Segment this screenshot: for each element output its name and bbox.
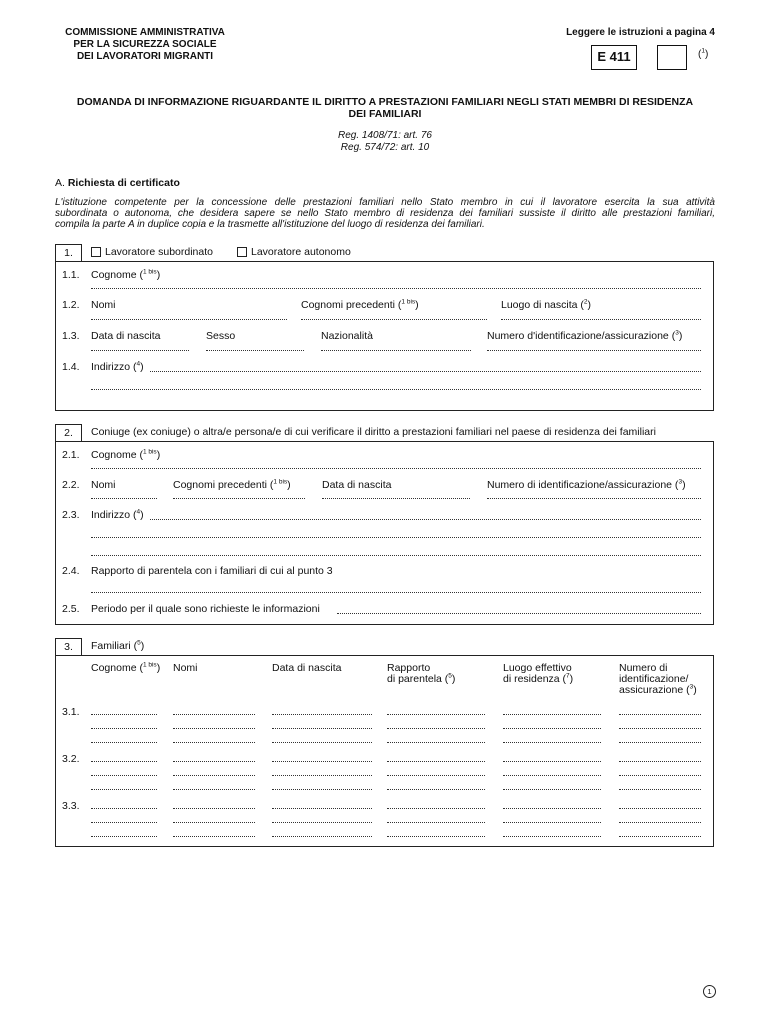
col-header-surname: Cognome ($^{1 bis}$) (91, 661, 161, 674)
section-a-title: Richiesta di certificato (67, 177, 180, 189)
family-id-number-field[interactable] (619, 789, 701, 790)
family-relationship-field[interactable] (387, 728, 485, 729)
family-relationship-field[interactable] (387, 822, 485, 823)
family-residence-field[interactable] (503, 761, 601, 762)
col-header-birthdate: Data di nascita (272, 662, 342, 674)
family-residence-field[interactable] (503, 789, 601, 790)
family-residence-field[interactable] (503, 822, 601, 823)
family-birthdate-field[interactable] (272, 742, 372, 743)
period-field[interactable] (337, 613, 701, 614)
item-number: 2.3. (62, 509, 80, 521)
birthplace-field[interactable] (501, 319, 701, 320)
col-header-names: Nomi (173, 662, 198, 674)
family-surname-field[interactable] (91, 836, 157, 837)
spouse-address-label: Indirizzo ($^4$) (91, 508, 144, 521)
item-number: 1.2. (62, 299, 80, 311)
regulation-references (55, 130, 715, 154)
regulation-2: Reg. 574/72: art. 10 (340, 142, 430, 153)
org-line-2: PER LA SICUREZZA SOCIALE (73, 39, 217, 50)
intro-line-3: compila la parte A in duplice copia e la trasmette all'istituzione del luogo di residenza dei familiari. (55, 219, 485, 230)
family-residence-field[interactable] (503, 728, 601, 729)
family-id-number-field[interactable] (619, 836, 701, 837)
spouse-names-label: Nomi (91, 479, 116, 491)
item-number: 1.1. (62, 269, 80, 281)
family-surname-field[interactable] (91, 761, 157, 762)
spouse-birthdate-field[interactable] (322, 498, 470, 499)
family-surname-field[interactable] (91, 728, 157, 729)
family-names-field[interactable] (173, 822, 255, 823)
family-names-field[interactable] (173, 836, 255, 837)
form-title-line-1: DOMANDA DI INFORMAZIONE RIGUARDANTE IL DIRITTO A PRESTAZIONI FAMILIARI NEGLI STATI MEMBRI DI RESIDENZA (76, 96, 694, 108)
section-2-heading: Coniuge (ex coniuge) o altra/e persona/e di cui verificare il diritto a prestazioni familiari nel paese di residenza dei familiari (91, 426, 656, 438)
family-names-field[interactable] (173, 714, 255, 715)
col-header-residence: Luogo effettivo di residenza ($^7$) (503, 662, 574, 685)
form-code: E 411 (591, 45, 637, 70)
section-3-number: 3. (55, 638, 82, 656)
family-names-field[interactable] (173, 789, 255, 790)
family-relationship-field[interactable] (387, 775, 485, 776)
family-row-number: 3.1. (62, 706, 80, 718)
family-residence-field[interactable] (503, 714, 601, 715)
section-3-box (55, 655, 714, 847)
family-surname-field[interactable] (91, 742, 157, 743)
family-surname-field[interactable] (91, 808, 157, 809)
checkbox-self-employed-label: Lavoratore autonomo (251, 246, 351, 258)
spouse-id-number-field[interactable] (487, 498, 701, 499)
previous-surnames-label: Cognomi precedenti ($^{1 bis}$) (301, 298, 419, 311)
family-birthdate-field[interactable] (272, 728, 372, 729)
period-label: Periodo per il quale sono richieste le informazioni (91, 603, 320, 615)
family-surname-field[interactable] (91, 775, 157, 776)
checkbox-employee-label: Lavoratore subordinato (105, 246, 213, 258)
spouse-address-field-line-3[interactable] (91, 555, 701, 556)
family-birthdate-field[interactable] (272, 714, 372, 715)
org-line-3: DEI LAVORATORI MIGRANTI (76, 51, 214, 62)
id-number-field[interactable] (487, 350, 701, 351)
family-id-number-field[interactable] (619, 775, 701, 776)
family-birthdate-field[interactable] (272, 808, 372, 809)
form-title-line-2: DEI FAMILIARI (348, 107, 422, 120)
intro-line-1: L'istituzione competente per la concessione delle prestazioni familiari nello Stato membro in cui il lavoratore esercita la sua attività (55, 197, 715, 208)
instructions-note: Leggere le istruzioni a pagina 4 (566, 27, 715, 38)
names-label: Nomi (91, 299, 116, 311)
item-number: 2.1. (62, 449, 80, 461)
previous-surnames-field[interactable] (301, 319, 487, 320)
family-id-number-field[interactable] (619, 822, 701, 823)
family-id-number-field[interactable] (619, 714, 701, 715)
family-row-number: 3.3. (62, 800, 80, 812)
family-birthdate-field[interactable] (272, 836, 372, 837)
family-names-field[interactable] (173, 808, 255, 809)
sex-field[interactable] (206, 350, 304, 351)
spouse-previous-surnames-field[interactable] (173, 498, 305, 499)
family-relationship-field[interactable] (387, 714, 485, 715)
birthdate-label: Data di nascita (91, 330, 161, 342)
family-relationship-field[interactable] (387, 742, 485, 743)
section-a-intro (55, 197, 715, 230)
item-number: 1.3. (62, 330, 80, 342)
item-number: 2.4. (62, 565, 80, 577)
family-id-number-field[interactable] (619, 728, 701, 729)
family-birthdate-field[interactable] (272, 775, 372, 776)
family-names-field[interactable] (173, 761, 255, 762)
spouse-birthdate-label: Data di nascita (322, 479, 392, 491)
section-a-heading (55, 177, 180, 189)
birthdate-field[interactable] (91, 350, 189, 351)
family-surname-field[interactable] (91, 789, 157, 790)
family-surname-field[interactable] (91, 714, 157, 715)
spouse-surname-field[interactable] (91, 468, 701, 469)
family-relationship-field[interactable] (387, 808, 485, 809)
family-residence-field[interactable] (503, 836, 601, 837)
family-names-field[interactable] (173, 742, 255, 743)
family-residence-field[interactable] (503, 808, 601, 809)
family-id-number-field[interactable] (619, 761, 701, 762)
col-header-id-number: Numero di identificazione/ assicurazione ($^3$) (619, 662, 697, 696)
spouse-names-field[interactable] (91, 498, 157, 499)
relationship-field[interactable] (91, 592, 701, 593)
family-relationship-field[interactable] (387, 789, 485, 790)
spouse-surname-label: Cognome ($^{1 bis}$) (91, 448, 161, 461)
relationship-label: Rapporto di parentela con i familiari di cui al punto 3 (91, 565, 333, 577)
org-line-1: COMMISSIONE AMMINISTRATIVA (65, 27, 225, 38)
intro-line-2: subordinata o autonoma, che desidera sapere se nello Stato membro di residenza dei familiari sussiste il diritto alle prestazioni familiari, (55, 208, 715, 219)
family-id-number-field[interactable] (619, 808, 701, 809)
family-id-number-field[interactable] (619, 742, 701, 743)
spouse-address-field-line-2[interactable] (91, 537, 701, 538)
spouse-previous-surnames-label: Cognomi precedenti ($^{1 bis}$) (173, 478, 291, 491)
family-surname-field[interactable] (91, 822, 157, 823)
spouse-address-field[interactable] (150, 519, 701, 520)
family-names-field[interactable] (173, 728, 255, 729)
spouse-id-number-label: Numero di identificazione/assicurazione ($^3$) (487, 478, 686, 491)
footnote-1-mark: ($^1$) (698, 47, 709, 60)
item-number: 2.2. (62, 479, 80, 491)
family-residence-field[interactable] (503, 775, 601, 776)
item-number: 2.5. (62, 603, 80, 615)
form-variant-box[interactable] (657, 45, 687, 70)
regulation-1: Reg. 1408/71: art. 76 (338, 130, 432, 141)
section-1-number: 1. (55, 244, 82, 262)
item-number: 1.4. (62, 361, 80, 373)
birthplace-label: Luogo di nascita ($^2$) (501, 298, 592, 311)
family-residence-field[interactable] (503, 742, 601, 743)
section-a-letter: A. (55, 177, 65, 189)
page-number: 1 (703, 985, 716, 998)
family-relationship-field[interactable] (387, 836, 485, 837)
sex-label: Sesso (206, 330, 236, 342)
section-2-number: 2. (55, 424, 82, 442)
names-field[interactable] (91, 319, 287, 320)
family-birthdate-field[interactable] (272, 822, 372, 823)
surname-field[interactable] (91, 288, 701, 289)
family-row-number: 3.2. (62, 753, 80, 765)
checkbox-self-employed[interactable] (237, 247, 247, 257)
family-birthdate-field[interactable] (272, 761, 372, 762)
address-field[interactable] (150, 371, 701, 372)
address-label: Indirizzo ($^4$) (91, 360, 144, 373)
address-field-line-2[interactable] (91, 389, 701, 390)
issuing-organization (55, 27, 235, 63)
family-names-field[interactable] (173, 775, 255, 776)
nationality-field[interactable] (321, 350, 471, 351)
id-number-label: Numero d'identificazione/assicurazione ($^3$) (487, 329, 683, 342)
nationality-label: Nazionalità (321, 330, 373, 342)
section-3-heading: Familiari ($^5$) (91, 639, 145, 652)
col-header-relationship: Rapporto di parentela ($^5$) (387, 662, 456, 685)
surname-label: Cognome ($^{1 bis}$) (91, 268, 161, 281)
family-relationship-field[interactable] (387, 761, 485, 762)
form-title (55, 97, 715, 120)
checkbox-employee[interactable] (91, 247, 101, 257)
family-birthdate-field[interactable] (272, 789, 372, 790)
